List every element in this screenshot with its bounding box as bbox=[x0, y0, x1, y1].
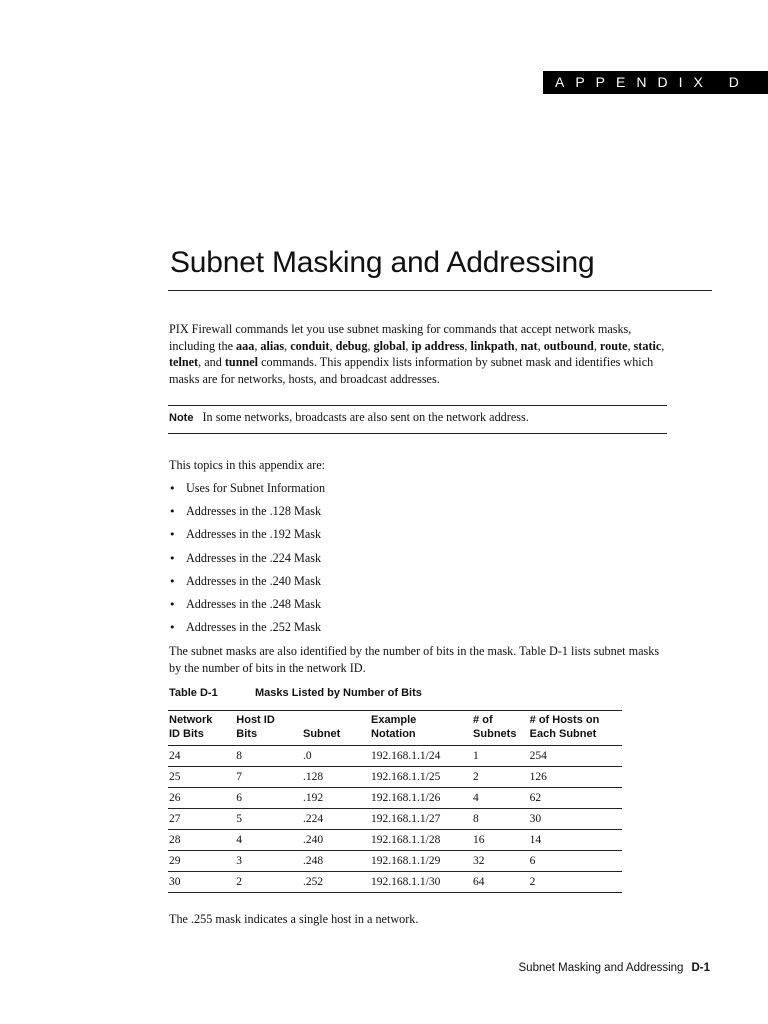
bullet-icon: • bbox=[169, 597, 176, 611]
command-name: alias bbox=[260, 338, 285, 353]
table-cell: 1 bbox=[472, 746, 529, 767]
command-separator: , bbox=[464, 338, 471, 353]
command-name: conduit bbox=[290, 338, 330, 353]
intro-text-end: commands. This appendix lists information by subnet mask and identifies which masks are for networks, hosts, and broadcast addresses. bbox=[169, 355, 654, 386]
table-cell: 6 bbox=[529, 851, 622, 872]
command-separator: , and bbox=[198, 355, 225, 369]
header-line: Example bbox=[371, 714, 417, 726]
bullet-icon: • bbox=[169, 505, 176, 519]
table-cell: .192 bbox=[302, 788, 370, 809]
title-divider bbox=[168, 290, 712, 291]
topic-list-item bbox=[169, 524, 325, 547]
command-name: aaa bbox=[236, 338, 255, 353]
table-cell: 2 bbox=[235, 872, 302, 893]
table-row bbox=[168, 788, 622, 809]
table-cell: 254 bbox=[529, 746, 622, 767]
table-cell: 14 bbox=[529, 830, 622, 851]
table-cell: 29 bbox=[168, 851, 235, 872]
table-cell: .240 bbox=[302, 830, 370, 851]
topic-list-item bbox=[169, 571, 325, 594]
table-cell: 192.168.1.1/24 bbox=[370, 746, 472, 767]
command-name: nat bbox=[520, 338, 538, 353]
table-row bbox=[168, 830, 622, 851]
bullet-icon: • bbox=[169, 482, 176, 495]
header-line: ID Bits bbox=[169, 728, 204, 740]
command-separator: , bbox=[514, 338, 521, 353]
topic-text: Uses for Subnet Information bbox=[186, 481, 326, 495]
header-line: Notation bbox=[371, 728, 416, 740]
topic-list-item bbox=[169, 478, 325, 501]
command-name: ip address bbox=[411, 338, 465, 353]
table-cell: .0 bbox=[302, 746, 370, 767]
intro-text-start: PIX Firewall commands let you use subnet masking for commands that accept network masks, including the bbox=[169, 322, 632, 353]
topic-text: Addresses in the .192 Mask bbox=[186, 527, 322, 542]
table-row bbox=[168, 872, 622, 893]
table-cell: 192.168.1.1/30 bbox=[370, 872, 472, 893]
footer-title: Subnet Masking and Addressing bbox=[518, 962, 684, 974]
table-cell: 192.168.1.1/25 bbox=[370, 767, 472, 788]
appendix-banner: APPENDIX D bbox=[543, 71, 768, 94]
command-name: global bbox=[373, 338, 406, 353]
table-cell: 192.168.1.1/29 bbox=[370, 851, 472, 872]
table-header-cell bbox=[302, 711, 370, 746]
table-cell: 27 bbox=[168, 809, 235, 830]
topic-list-item bbox=[169, 617, 325, 640]
table-cell: 5 bbox=[235, 809, 302, 830]
command-separator: , bbox=[627, 338, 634, 353]
command-separator: , bbox=[661, 338, 665, 353]
topic-text: Addresses in the .248 Mask bbox=[186, 596, 322, 611]
command-separator: , bbox=[405, 338, 412, 353]
table-row bbox=[168, 767, 622, 788]
table-caption-number: Table D-1 bbox=[169, 687, 218, 699]
masks-table bbox=[168, 710, 622, 893]
command-separator: , bbox=[537, 338, 544, 353]
closing-paragraph: The .255 mask indicates a single host in a network. bbox=[169, 912, 419, 926]
table-cell: 192.168.1.1/27 bbox=[370, 809, 472, 830]
command-name: debug bbox=[335, 338, 368, 353]
topic-list-item bbox=[169, 501, 325, 524]
table-row bbox=[168, 851, 622, 872]
command-separator: , bbox=[329, 338, 336, 353]
table-header-row bbox=[168, 711, 622, 746]
command-separator: , bbox=[284, 338, 291, 353]
note-text: In some networks, broadcasts are also sent on the network address. bbox=[202, 410, 529, 424]
topic-list-item bbox=[169, 594, 325, 617]
command-separator: , bbox=[593, 338, 600, 353]
table-cell: 62 bbox=[529, 788, 622, 809]
table-cell: 126 bbox=[529, 767, 622, 788]
subnet-bits-paragraph: The subnet masks are also identified by the number of bits in the mask. Table D-1 lists subnet masks by the number of bits in the network ID. bbox=[169, 644, 660, 675]
topic-text: Addresses in the .252 Mask bbox=[186, 620, 322, 635]
command-name: static bbox=[633, 338, 662, 353]
topic-text: Addresses in the .224 Mask bbox=[186, 550, 322, 565]
table-cell: 32 bbox=[472, 851, 529, 872]
table-cell: .248 bbox=[302, 851, 370, 872]
table-cell: 4 bbox=[472, 788, 529, 809]
table-cell: 30 bbox=[529, 809, 622, 830]
table-cell: 2 bbox=[529, 872, 622, 893]
table-cell: 26 bbox=[168, 788, 235, 809]
table-cell: 24 bbox=[168, 746, 235, 767]
note-divider-top bbox=[168, 405, 667, 406]
table-cell: 7 bbox=[235, 767, 302, 788]
header-line: # of bbox=[473, 714, 493, 726]
table-header-cell bbox=[235, 711, 302, 746]
note-divider-bottom bbox=[168, 433, 667, 434]
topic-list bbox=[169, 478, 325, 640]
table-cell: .252 bbox=[302, 872, 370, 893]
bullet-icon: • bbox=[169, 621, 176, 635]
command-name: linkpath bbox=[470, 338, 515, 353]
page-title: Subnet Masking and Addressing bbox=[170, 246, 595, 279]
command-name: route bbox=[599, 338, 628, 353]
bullet-icon: • bbox=[169, 551, 176, 565]
table-cell: .224 bbox=[302, 809, 370, 830]
table-header-cell bbox=[472, 711, 529, 746]
header-line: Host ID bbox=[236, 714, 275, 726]
note-label: Note bbox=[169, 412, 194, 424]
table-row bbox=[168, 746, 622, 767]
table-cell: 64 bbox=[472, 872, 529, 893]
table-cell: 30 bbox=[168, 872, 235, 893]
command-separator: , bbox=[254, 338, 261, 353]
table-row bbox=[168, 809, 622, 830]
table-body bbox=[168, 746, 622, 893]
header-line: Subnets bbox=[473, 728, 517, 740]
command-separator: , bbox=[367, 338, 374, 353]
table-cell: 2 bbox=[472, 767, 529, 788]
topic-list-item bbox=[169, 548, 325, 571]
command-name: tunnel bbox=[224, 355, 259, 369]
page-footer bbox=[519, 962, 710, 974]
table-cell: .128 bbox=[302, 767, 370, 788]
table-cell: 25 bbox=[168, 767, 235, 788]
table-cell: 8 bbox=[235, 746, 302, 767]
table-header-cell bbox=[529, 711, 622, 746]
table-cell: 4 bbox=[235, 830, 302, 851]
command-name: outbound bbox=[543, 338, 594, 353]
bullet-icon: • bbox=[169, 574, 176, 588]
table-cell: 3 bbox=[235, 851, 302, 872]
command-name: telnet bbox=[169, 355, 199, 369]
page-number: D-1 bbox=[691, 962, 710, 974]
topics-lead: This topics in this appendix are: bbox=[169, 458, 326, 472]
table-header-cell bbox=[168, 711, 235, 746]
table-cell: 192.168.1.1/28 bbox=[370, 830, 472, 851]
topic-text: Addresses in the .240 Mask bbox=[186, 573, 322, 588]
table-caption bbox=[169, 687, 422, 699]
table-cell: 8 bbox=[472, 809, 529, 830]
table-cell: 6 bbox=[235, 788, 302, 809]
header-line: Network bbox=[169, 714, 213, 726]
table-cell: 16 bbox=[472, 830, 529, 851]
bullet-icon: • bbox=[169, 528, 176, 542]
table-header-cell bbox=[370, 711, 472, 746]
table-cell: 192.168.1.1/26 bbox=[370, 788, 472, 809]
header-line: Each Subnet bbox=[529, 728, 597, 740]
intro-paragraph bbox=[169, 321, 669, 387]
table-caption-title: Masks Listed by Number of Bits bbox=[255, 687, 422, 699]
header-line: Subnet bbox=[302, 728, 341, 740]
note-box bbox=[169, 410, 529, 425]
table-cell: 28 bbox=[168, 830, 235, 851]
topic-text: Addresses in the .128 Mask bbox=[186, 504, 322, 519]
header-line: # of Hosts on bbox=[529, 714, 600, 726]
header-line: Bits bbox=[236, 728, 258, 740]
